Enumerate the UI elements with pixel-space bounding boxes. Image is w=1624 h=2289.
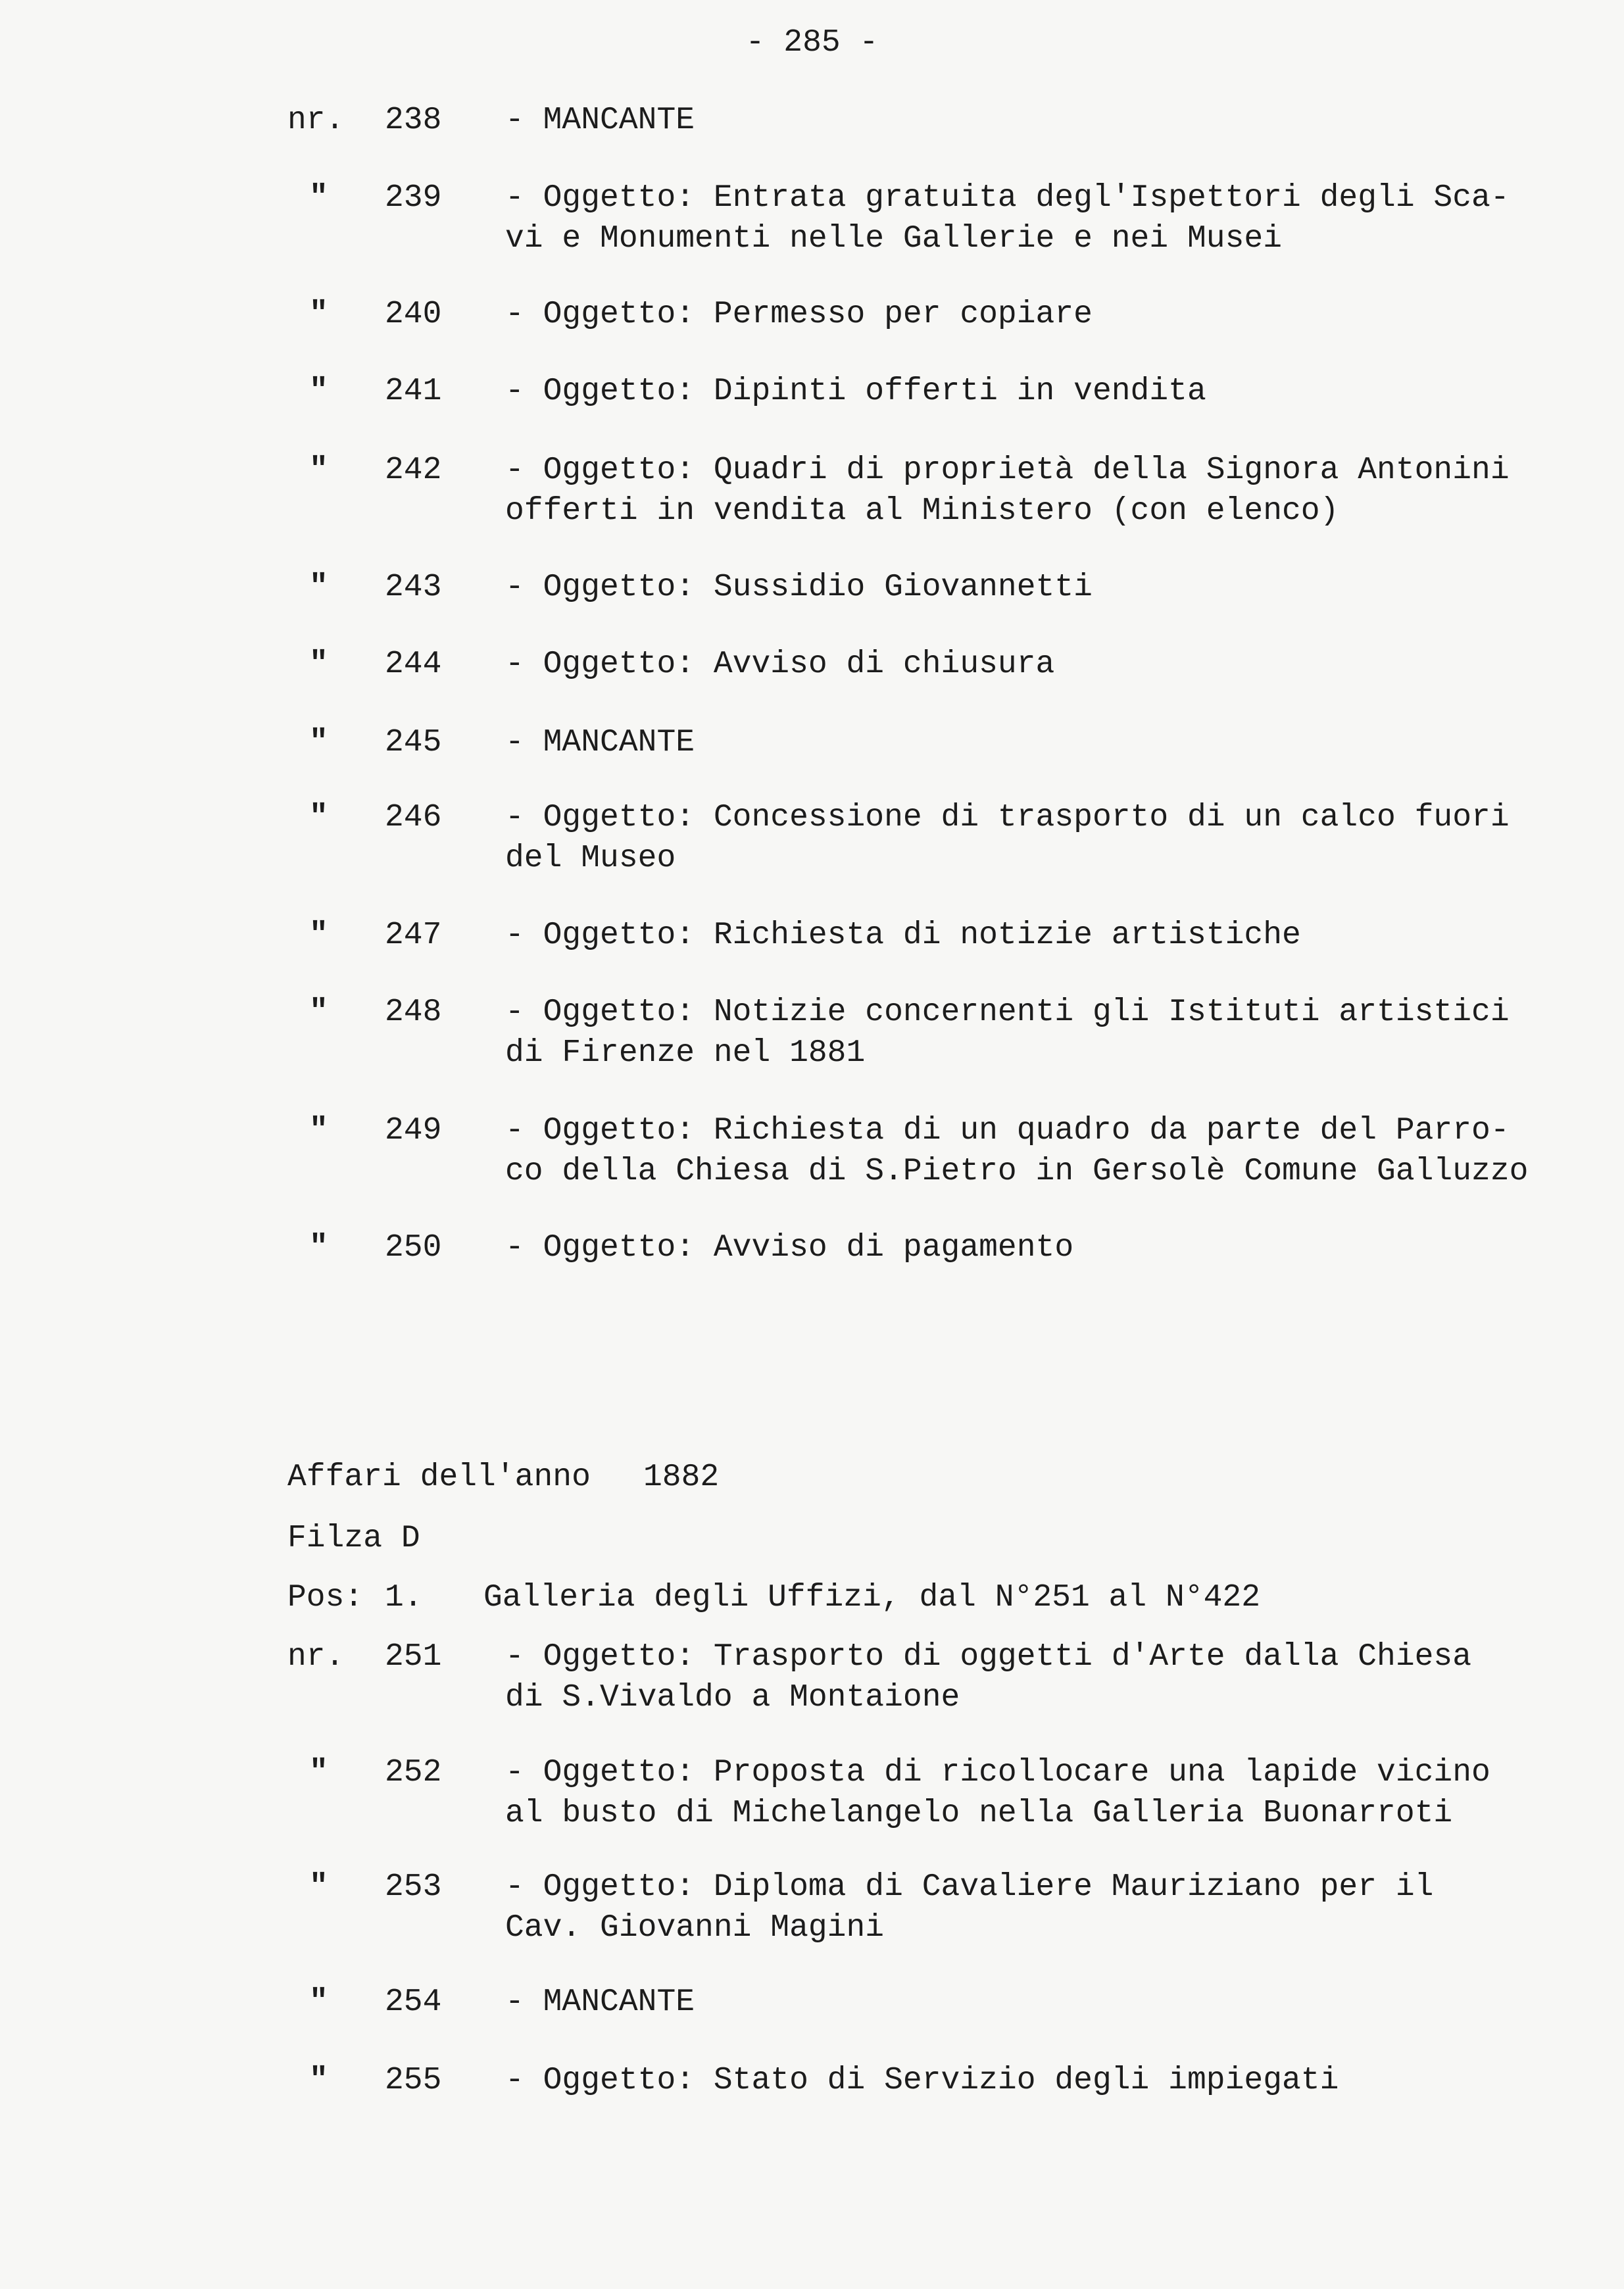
entry-line: offerti in vendita al Ministero (con elenco) <box>505 493 1339 529</box>
entry-description <box>505 797 1571 879</box>
entry-line: - Oggetto: Avviso di chiusura <box>505 647 1055 682</box>
affari-year: 1882 <box>643 1460 720 1495</box>
entry-number: 245 <box>385 725 442 760</box>
ditto-mark: " <box>309 1113 328 1148</box>
entry-line: - MANCANTE <box>505 103 695 138</box>
entry-number: 238 <box>385 103 442 138</box>
entry-number: 255 <box>385 2063 442 2098</box>
entry-line: - Oggetto: Avviso di pagamento <box>505 1230 1074 1266</box>
ditto-mark: " <box>309 918 328 953</box>
entry-line: di S.Vivaldo a Montaione <box>505 1680 960 1715</box>
entry-description <box>505 1227 1571 1268</box>
entry-number: 252 <box>385 1755 442 1790</box>
entry-line: - MANCANTE <box>505 1984 695 2020</box>
ditto-mark: " <box>309 1230 328 1266</box>
ditto-mark: " <box>309 800 328 835</box>
entry-number: 248 <box>385 995 442 1030</box>
entry-number: 240 <box>385 297 442 332</box>
entry-line: di Firenze nel 1881 <box>505 1035 866 1071</box>
entry-number: 241 <box>385 374 442 409</box>
ditto-mark: " <box>309 1755 328 1790</box>
entry-line: - Oggetto: Quadri di proprietà della Signora Antonini <box>505 453 1510 488</box>
pos-number: 1. <box>385 1580 423 1615</box>
entry-line: - Oggetto: Sussidio Giovannetti <box>505 570 1093 605</box>
entry-number: 251 <box>385 1639 442 1675</box>
entry-line: - Oggetto: Concessione di trasporto di un calco fuori <box>505 800 1510 835</box>
filza-label: Filza D <box>287 1521 420 1556</box>
pos-description: Galleria degli Uffizi, dal N°251 al N°422 <box>483 1580 1260 1615</box>
entry-description <box>505 450 1571 531</box>
nr-label: nr. <box>287 103 345 138</box>
entry-line: - Oggetto: Stato di Servizio degli impiegati <box>505 2063 1339 2098</box>
entry-line: co della Chiesa di S.Pietro in Gersolè Comune Galluzzo <box>505 1154 1529 1189</box>
nr-label: nr. <box>287 1639 345 1675</box>
ditto-mark: " <box>309 1984 328 2020</box>
entry-number: 250 <box>385 1230 442 1266</box>
entry-line: al busto di Michelangelo nella Galleria Buonarroti <box>505 1796 1453 1831</box>
entry-description <box>505 1982 1571 2023</box>
page-number: - 285 - <box>745 25 879 61</box>
entry-number: 239 <box>385 180 442 216</box>
entry-description <box>505 644 1571 685</box>
entry-number: 253 <box>385 1869 442 1905</box>
entry-number: 254 <box>385 1984 442 2020</box>
entry-line: - Oggetto: Dipinti offerti in vendita <box>505 374 1206 409</box>
ditto-mark: " <box>309 995 328 1030</box>
entry-line: Cav. Giovanni Magini <box>505 1910 885 1946</box>
entry-description <box>505 915 1571 956</box>
entry-description <box>505 294 1571 335</box>
entry-number: 246 <box>385 800 442 835</box>
entry-line: - Oggetto: Entrata gratuita degl'Ispettori degli Sca- <box>505 180 1510 216</box>
ditto-mark: " <box>309 1869 328 1905</box>
entry-number: 249 <box>385 1113 442 1148</box>
entry-description <box>505 178 1571 259</box>
entry-line: - Oggetto: Permesso per copiare <box>505 297 1093 332</box>
entry-line: - Oggetto: Richiesta di notizie artistiche <box>505 918 1301 953</box>
ditto-mark: " <box>309 297 328 332</box>
entry-number: 247 <box>385 918 442 953</box>
entry-description <box>505 2060 1571 2101</box>
ditto-mark: " <box>309 374 328 409</box>
entry-number: 243 <box>385 570 442 605</box>
ditto-mark: " <box>309 180 328 216</box>
entry-description <box>505 992 1571 1073</box>
entry-description <box>505 1752 1571 1834</box>
ditto-mark: " <box>309 453 328 488</box>
entry-description <box>505 100 1571 141</box>
entry-description <box>505 1867 1571 1948</box>
entry-line: vi e Monumenti nelle Gallerie e nei Musei <box>505 221 1282 257</box>
entry-line: - Oggetto: Diploma di Cavaliere Mauriziano per il <box>505 1869 1434 1905</box>
ditto-mark: " <box>309 570 328 605</box>
entry-line: - Oggetto: Trasporto di oggetti d'Arte dalla Chiesa <box>505 1639 1472 1675</box>
ditto-mark: " <box>309 647 328 682</box>
entry-line: - Oggetto: Proposta di ricollocare una lapide vicino <box>505 1755 1490 1790</box>
entry-number: 242 <box>385 453 442 488</box>
entry-description <box>505 1110 1571 1192</box>
ditto-mark: " <box>309 725 328 760</box>
pos-label: Pos: <box>287 1580 364 1615</box>
entry-line: - MANCANTE <box>505 725 695 760</box>
entry-description <box>505 722 1571 763</box>
affari-label: Affari dell'anno <box>287 1460 591 1495</box>
ditto-mark: " <box>309 2063 328 2098</box>
entry-line: del Museo <box>505 841 676 876</box>
entry-number: 244 <box>385 647 442 682</box>
entry-description <box>505 371 1571 412</box>
entry-description <box>505 567 1571 608</box>
entry-line: - Oggetto: Notizie concernenti gli Istituti artistici <box>505 995 1510 1030</box>
entry-line: - Oggetto: Richiesta di un quadro da parte del Parro- <box>505 1113 1510 1148</box>
entry-description <box>505 1637 1571 1718</box>
